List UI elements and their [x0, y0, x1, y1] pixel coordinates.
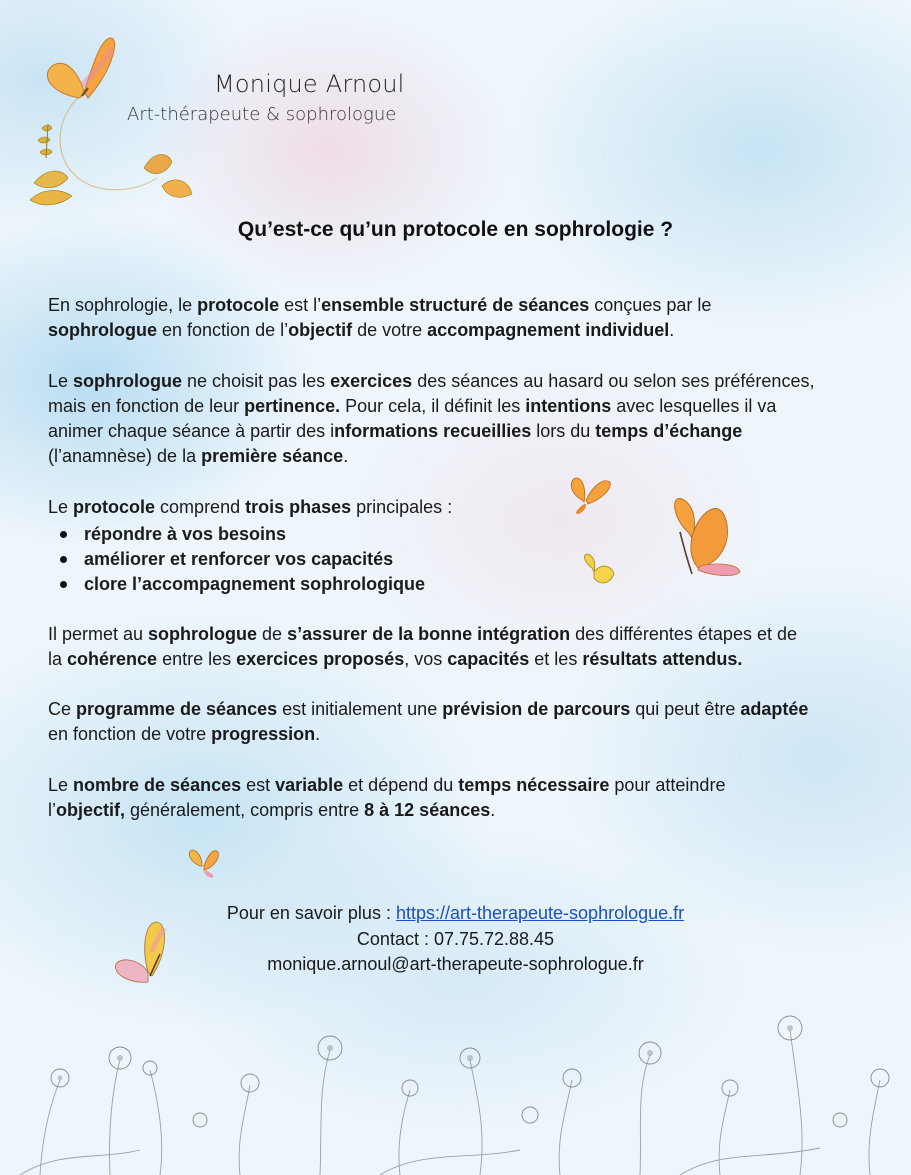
bold-text: protocole [73, 497, 156, 517]
text: comprend [155, 497, 246, 517]
text: Le [48, 371, 74, 391]
text: ne choisit pas les [182, 371, 331, 391]
contact-email: monique.arnoul@art-therapeute-sophrologue.fr [267, 954, 644, 974]
paragraph-choice [48, 369, 878, 469]
text: principales : [351, 497, 453, 517]
text: Le [48, 497, 74, 517]
bold-text: trois phases [245, 497, 352, 517]
text: en fonction de l’ [157, 320, 289, 340]
text: la [48, 649, 68, 669]
text: est l’ [279, 295, 322, 315]
contact-website-line [0, 903, 911, 924]
bold-text: objectif [288, 320, 353, 340]
text: généralement, compris entre [125, 800, 365, 820]
bold-text: variable [275, 775, 344, 795]
butterfly-icon [585, 554, 614, 583]
text: de votre [352, 320, 428, 340]
small-butterfly-decoration [182, 846, 224, 882]
bold-text: progression [211, 724, 316, 744]
paragraph-session-count [48, 773, 878, 823]
text: entre les [157, 649, 237, 669]
website-link[interactable]: https://art-therapeute-sophrologue.fr [395, 903, 685, 923]
butterfly-icon [47, 38, 114, 98]
text: des séances au hasard ou selon ses préférences, [412, 371, 815, 391]
text: mais en fonction de leur [48, 396, 245, 416]
bold-text: temps d’échange [595, 421, 743, 441]
page-title: Qu’est-ce qu’un protocole en sophrologie ? [237, 218, 674, 241]
bold-text: s’assurer de la bonne intégration [287, 624, 571, 644]
bold-text: accompagnement individuel [427, 320, 670, 340]
bold-text: temps nécessaire [458, 775, 610, 795]
bold-text: sophrologue [73, 371, 183, 391]
text: . [343, 446, 349, 466]
bold-text: résultats attendus. [582, 649, 743, 669]
bold-text: protocole [197, 295, 280, 315]
bold-text: 8 à 12 séances [364, 800, 491, 820]
bold-text: sophrologue [148, 624, 258, 644]
text: qui peut être [630, 699, 741, 719]
butterflies-decoration [560, 470, 760, 600]
text: Le [48, 775, 74, 795]
text: avec lesquelles il va [611, 396, 777, 416]
pink-butterfly-decoration [108, 912, 188, 992]
contact-more-label: Pour en savoir plus : [226, 903, 396, 923]
contact-phone: Contact : 07.75.72.88.45 [356, 929, 555, 949]
phases-list [48, 522, 425, 597]
text: (l’anamnèse) de la [48, 446, 202, 466]
text: et les [529, 649, 583, 669]
text: animer chaque séance à partir des i [48, 421, 335, 441]
text: est [241, 775, 276, 795]
bold-text: exercices [330, 371, 413, 391]
wildflowers-decoration [0, 1000, 911, 1175]
text: et dépend du [343, 775, 459, 795]
list-item: répondre à vos besoins [48, 522, 425, 547]
text: Ce [48, 699, 77, 719]
bold-text: pertinence. [244, 396, 341, 416]
bold-text: objectif, [56, 800, 126, 820]
list-item: clore l’accompagnement sophrologique [48, 572, 425, 597]
butterfly-icon [675, 499, 740, 576]
bold-text: adaptée [740, 699, 809, 719]
bold-text: cohérence [67, 649, 158, 669]
text: En sophrologie, le [48, 295, 198, 315]
bold-text: ensemble structuré de séances [321, 295, 590, 315]
text: l’ [48, 800, 56, 820]
brand-role: Art-thérapeute & sophrologue [127, 104, 397, 125]
text: des différentes étapes et de [570, 624, 797, 644]
text: . [669, 320, 675, 340]
paragraph-integration [48, 622, 878, 672]
paragraph-program [48, 697, 878, 747]
bold-text: nombre de séances [73, 775, 242, 795]
butterfly-icon [571, 478, 610, 514]
text: Il permet au [48, 624, 149, 644]
bold-text: intentions [525, 396, 612, 416]
text: pour atteindre [609, 775, 726, 795]
bold-text: exercices proposés [236, 649, 405, 669]
paragraph-definition [48, 293, 878, 343]
text: de [257, 624, 288, 644]
list-item: améliorer et renforcer vos capacités [48, 547, 425, 572]
text: . [315, 724, 321, 744]
bold-text: première séance [201, 446, 344, 466]
text: , vos [404, 649, 448, 669]
bold-text: programme de séances [76, 699, 278, 719]
text: conçues par le [589, 295, 712, 315]
bold-text: capacités [447, 649, 530, 669]
text: est initialement une [277, 699, 443, 719]
text: . [490, 800, 496, 820]
text: Pour cela, il définit les [340, 396, 526, 416]
bold-text: prévision de parcours [442, 699, 631, 719]
brand-name: Monique Arnoul [214, 70, 405, 98]
bold-text: nformations recueillies [334, 421, 532, 441]
bold-text: sophrologue [48, 320, 157, 340]
butterfly-icon [189, 850, 218, 878]
text: en fonction de votre [48, 724, 212, 744]
text: lors du [531, 421, 596, 441]
